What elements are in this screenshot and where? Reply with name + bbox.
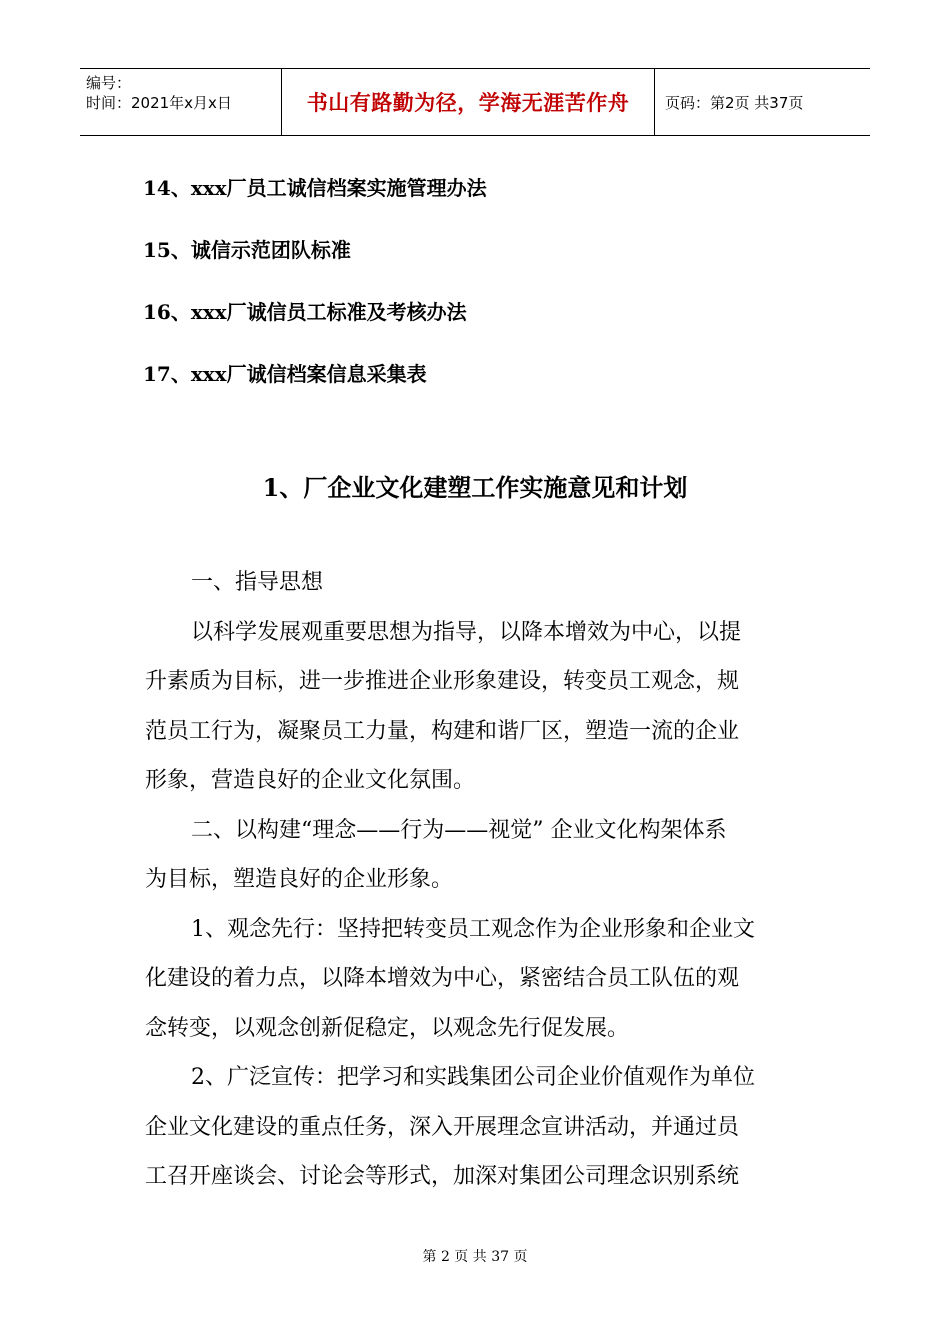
body-text xyxy=(145,558,807,1202)
page-footer: 第 2 页 共 37 页 xyxy=(422,1249,528,1265)
header-page-number: 页码：第2页 共37页 xyxy=(665,93,804,112)
paragraph-line: 2、广泛宣传：把学习和实践集团公司企业价值观作为单位 xyxy=(191,1065,755,1090)
paragraph-line: 形象，营造良好的企业文化氛围。 xyxy=(145,768,476,793)
toc-item: 14、xxx厂员工诚信档案实施管理办法 xyxy=(143,176,487,200)
toc-item: 15、诚信示范团队标准 xyxy=(143,238,351,262)
heading-guiding-thought: 一、指导思想 xyxy=(191,570,324,595)
page-header xyxy=(80,68,870,136)
paragraph-line: 二、以构建“理念——行为——视觉” 企业文化构架体系 xyxy=(191,817,727,843)
paragraph-line: 化建设的着力点，以降本增效为中心，紧密结合员工队伍的观 xyxy=(145,966,740,991)
paragraph-line: 念转变，以观念创新促稳定，以观念先行促发展。 xyxy=(145,1015,630,1041)
paragraph-line: 工召开座谈会、讨论会等形式，加深对集团公司理念识别系统 xyxy=(145,1164,740,1189)
toc-item: 17、xxx厂诚信档案信息采集表 xyxy=(143,362,427,386)
paragraph-line: 以科学发展观重要思想为指导，以降本增效为中心，以提 xyxy=(191,619,742,645)
toc-item: 16、xxx厂诚信员工标准及考核办法 xyxy=(143,300,467,324)
header-page-cell xyxy=(655,69,870,135)
section-title: 1、厂企业文化建塑工作实施意见和计划 xyxy=(262,473,688,502)
document-number-label: 编号： xyxy=(86,74,132,92)
paragraph-line: 为目标，塑造良好的企业形象。 xyxy=(145,867,454,892)
header-motto: 书山有路勤为径，学海无涯苦作舟 xyxy=(306,91,630,115)
header-meta xyxy=(80,69,282,135)
paragraph-line: 范员工行为，凝聚员工力量，构建和谐厂区，塑造一流的企业 xyxy=(145,718,740,744)
document-time-label: 时间：2021年x月x日 xyxy=(86,94,232,112)
paragraph-line: 1、观念先行：坚持把转变员工观念作为企业形象和企业文 xyxy=(191,916,755,942)
paragraph-line: 升素质为目标，进一步推进企业形象建设，转变员工观念，规 xyxy=(145,669,740,694)
header-motto-cell xyxy=(282,69,655,135)
paragraph-line: 企业文化建设的重点任务，深入开展理念宣讲活动，并通过员 xyxy=(145,1114,740,1140)
